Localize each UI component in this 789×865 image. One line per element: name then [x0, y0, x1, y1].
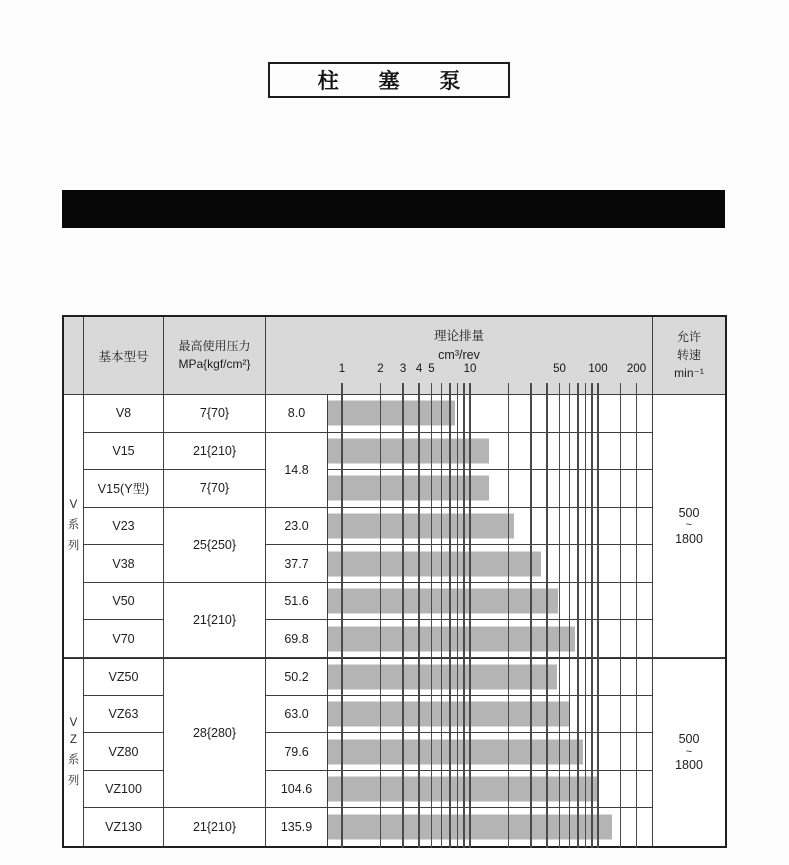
chart-cell	[328, 771, 653, 809]
pressure-cell	[164, 808, 266, 846]
model-cell	[84, 470, 164, 508]
pressure-cell	[164, 658, 266, 808]
speed-cell	[653, 658, 725, 846]
pressure-value: 7{70}	[199, 406, 230, 421]
displacement-bar	[328, 664, 557, 689]
axis-tick-label: 5	[428, 363, 435, 375]
model-label: VZ50	[108, 669, 139, 684]
displacement-bar	[328, 626, 575, 651]
chart-cell	[328, 583, 653, 621]
displacement-bar	[328, 438, 489, 463]
displacement-bar	[328, 551, 541, 576]
model-label: VZ100	[105, 782, 142, 797]
chart-cell	[328, 733, 653, 771]
speed-header-line1: 允许	[676, 330, 701, 344]
displacement-value-cell	[266, 545, 328, 583]
displacement-value: 79.6	[284, 744, 309, 759]
displacement-value-cell	[266, 395, 328, 433]
speed-cell	[653, 395, 725, 658]
axis-tick-label: 50	[553, 363, 566, 375]
pressure-cell	[164, 583, 266, 658]
chart-cell	[328, 696, 653, 734]
model-cell	[84, 696, 164, 734]
displacement-value: 50.2	[284, 669, 309, 684]
page-title: 柱 塞 泵	[317, 70, 478, 93]
series-cell	[64, 658, 84, 846]
speed-header-line2: 转速	[676, 348, 701, 362]
chart-cell	[328, 545, 653, 583]
chart-cell	[328, 658, 653, 696]
speed-value-line: 500	[678, 505, 700, 520]
series-label-char: 系	[67, 519, 80, 532]
model-label: VZ80	[108, 744, 139, 759]
axis-tick-label: 3	[399, 363, 407, 375]
header-cell-speed	[653, 317, 725, 395]
header-cell-pressure	[164, 317, 266, 395]
displacement-bar	[328, 777, 598, 802]
axis-tick-label: 2	[377, 363, 384, 375]
displacement-value-cell	[266, 433, 328, 508]
speed-value-line: 500	[678, 732, 700, 747]
model-cell	[84, 620, 164, 658]
displacement-bar	[328, 401, 455, 426]
speed-value-line: 1800	[675, 758, 703, 773]
displacement-value: 63.0	[284, 706, 309, 721]
model-cell	[84, 545, 164, 583]
pressure-value: 21{210}	[192, 443, 237, 458]
displacement-bar	[328, 701, 570, 726]
model-label: VZ63	[108, 706, 139, 721]
redacted-banner	[62, 190, 725, 228]
displacement-bar	[328, 514, 514, 539]
displacement-value-cell	[266, 658, 328, 696]
displacement-value: 69.8	[284, 631, 309, 646]
displacement-bar	[328, 815, 612, 840]
model-label: V38	[112, 556, 135, 571]
displacement-value: 104.6	[280, 782, 313, 797]
series-label-char: 列	[67, 540, 80, 553]
speed-value-line: ~	[685, 519, 693, 532]
pressure-header-unit: MPa{kgf/cm²}	[178, 357, 251, 371]
displacement-bar	[328, 589, 558, 614]
chart-title: 理论排量	[433, 329, 484, 343]
series-label-char: 列	[67, 775, 80, 788]
chart-cell	[328, 395, 653, 433]
chart-cell	[328, 470, 653, 508]
displacement-value-cell	[266, 620, 328, 658]
header-cell-series	[64, 317, 84, 395]
displacement-value-cell	[266, 808, 328, 846]
axis-tick-label: 200	[626, 363, 647, 375]
model-cell	[84, 583, 164, 621]
pressure-value: 21{210}	[192, 820, 237, 835]
displacement-value-cell	[266, 583, 328, 621]
pressure-cell	[164, 508, 266, 583]
series-label-char: 系	[67, 754, 80, 767]
displacement-bar	[328, 476, 489, 501]
displacement-bar	[328, 739, 583, 764]
displacement-value: 135.9	[280, 820, 313, 835]
chart-cell	[328, 620, 653, 658]
series-cell	[64, 395, 84, 658]
displacement-value: 23.0	[284, 519, 309, 534]
pressure-value: 28{280}	[192, 726, 237, 741]
chart-cell	[328, 433, 653, 471]
model-label: V50	[112, 594, 135, 609]
axis-tick-label: 1	[338, 363, 346, 375]
pressure-header-line1: 最高使用压力	[178, 339, 251, 353]
model-label: V15	[112, 443, 135, 458]
pressure-cell	[164, 433, 266, 471]
series-label-char: V	[69, 717, 78, 730]
page-title-box	[268, 62, 510, 98]
speed-header-unit: min⁻¹	[674, 366, 704, 380]
pump-spec-table	[62, 315, 727, 848]
displacement-value-cell	[266, 696, 328, 734]
displacement-value: 8.0	[287, 406, 306, 421]
header-cell-displacement	[266, 317, 653, 395]
displacement-value: 37.7	[284, 556, 309, 571]
pressure-cell	[164, 395, 266, 433]
pressure-value: 25{250}	[192, 537, 237, 552]
model-cell	[84, 771, 164, 809]
pressure-value: 21{210}	[192, 612, 237, 627]
header-cell-model	[84, 317, 164, 395]
axis-tick-label: 10	[463, 363, 477, 375]
model-label: V23	[112, 519, 135, 534]
model-label: V70	[112, 631, 135, 646]
displacement-value-cell	[266, 733, 328, 771]
model-cell	[84, 433, 164, 471]
model-cell	[84, 508, 164, 546]
model-label: V8	[115, 406, 132, 421]
displacement-value-cell	[266, 508, 328, 546]
series-label-char: Z	[69, 734, 78, 747]
model-cell	[84, 808, 164, 846]
model-label: V15(Y型)	[97, 482, 150, 497]
displacement-value: 51.6	[284, 594, 309, 609]
pressure-cell	[164, 470, 266, 508]
chart-unit: cm³/rev	[438, 347, 480, 362]
axis-tick-label: 4	[415, 363, 423, 375]
series-label-char: V	[69, 499, 78, 512]
model-header-label: 基本型号	[98, 349, 149, 364]
model-cell	[84, 395, 164, 433]
speed-value-line: ~	[685, 745, 693, 758]
speed-value-line: 1800	[675, 531, 703, 546]
model-cell	[84, 733, 164, 771]
pressure-value: 7{70}	[199, 481, 230, 496]
displacement-value: 14.8	[284, 462, 309, 477]
model-cell	[84, 658, 164, 696]
chart-cell	[328, 508, 653, 546]
axis-tick-label: 100	[588, 363, 608, 375]
displacement-value-cell	[266, 771, 328, 809]
model-label: VZ130	[105, 820, 142, 835]
chart-cell	[328, 808, 653, 846]
